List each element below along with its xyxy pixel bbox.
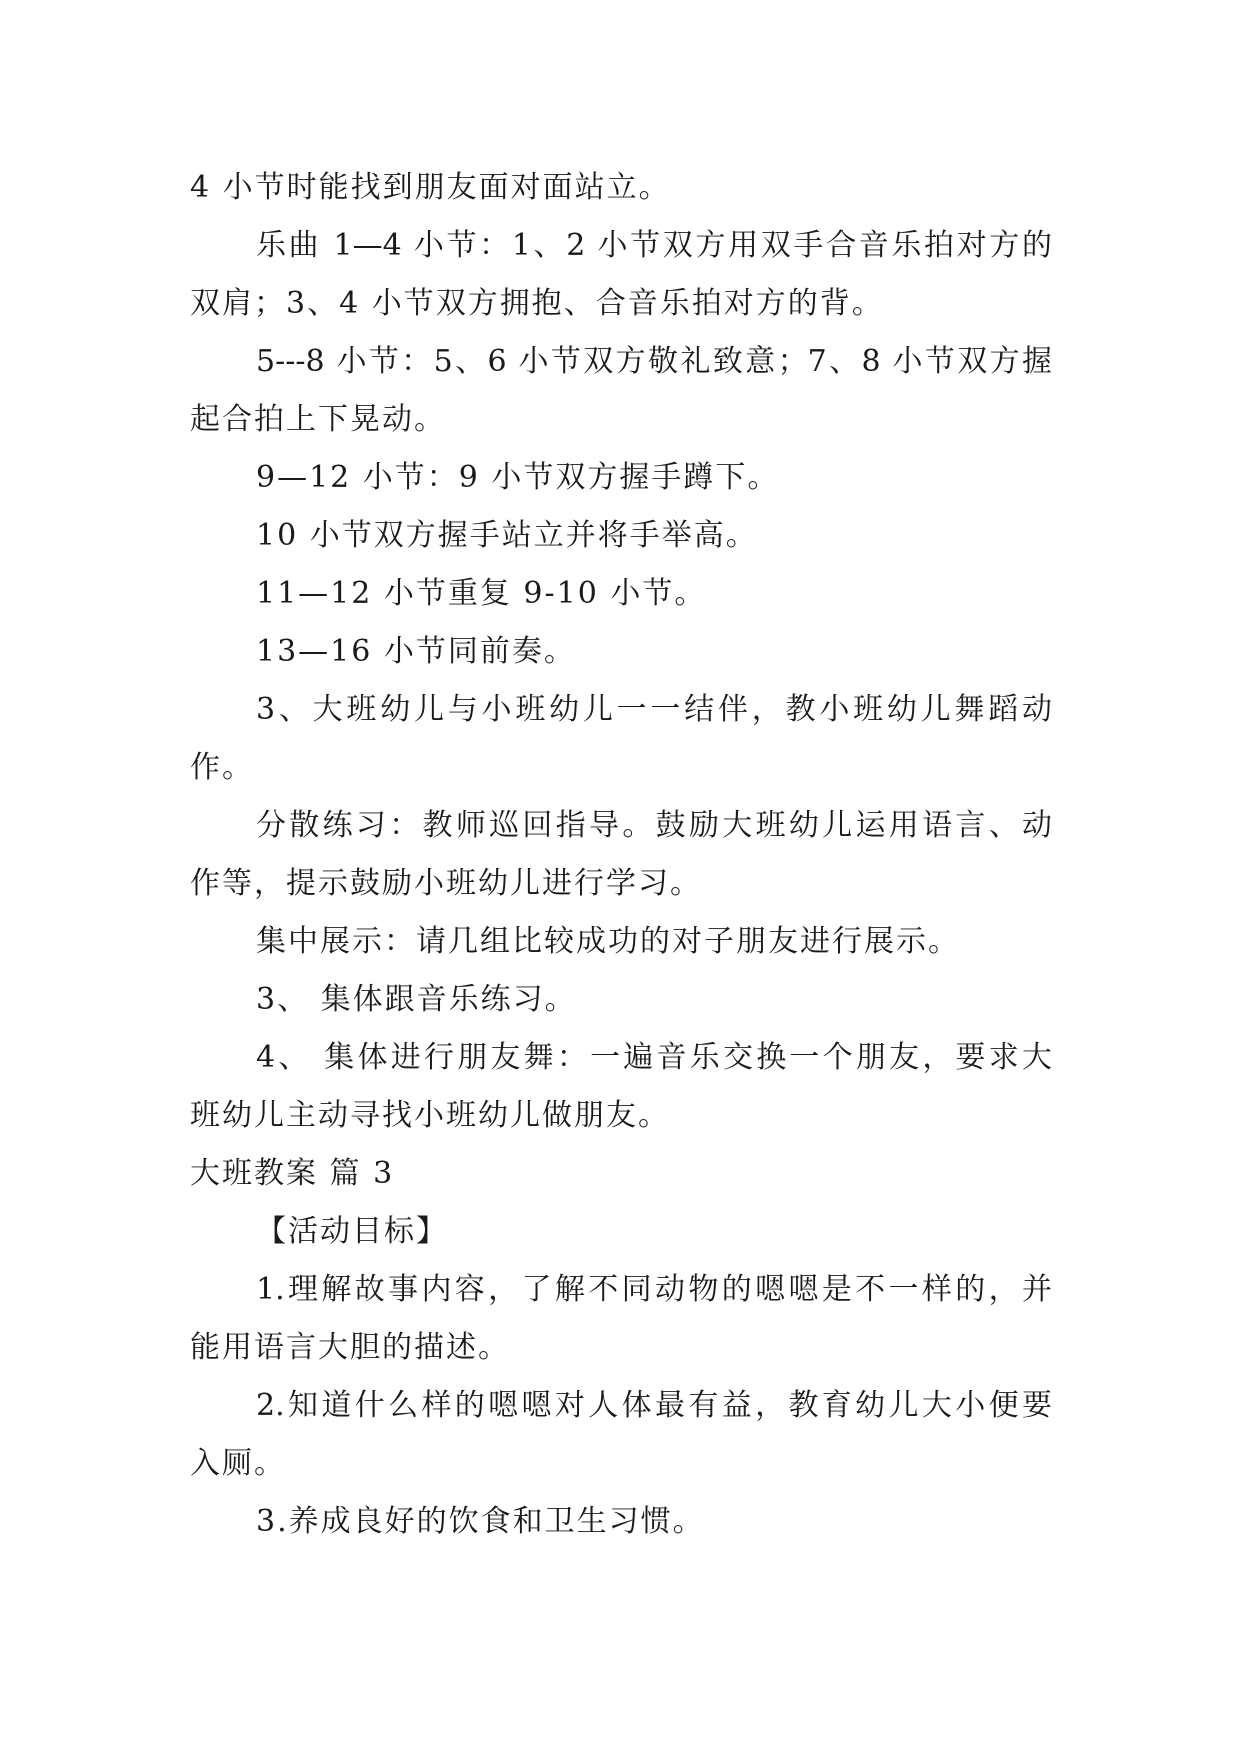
text-line: 3.养成良好的饮食和卫生习惯。 [256,1504,705,1539]
text-line: 10 小节双方握手站立并将手举高。 [256,518,758,553]
text-line: 班幼儿主动寻找小班幼儿做朋友。 [190,1098,670,1133]
text-line: 1.理解故事内容，了解不同动物的嗯嗯是不一样的，并 [256,1272,1052,1307]
text-line: 5---8 小节：5、6 小节双方敬礼致意；7、8 小节双方握 [256,344,1052,379]
text-line: 3、 集体跟音乐练习。 [256,982,577,1017]
text-line: 作。 [190,750,254,785]
text-line: 作等，提示鼓励小班幼儿进行学习。 [190,866,702,901]
text-line: 4、 集体进行朋友舞：一遍音乐交换一个朋友，要求大 [256,1040,1052,1075]
text-line: 集中展示：请几组比较成功的对子朋友进行展示。 [256,924,960,959]
text-line: 3、大班幼儿与小班幼儿一一结伴，教小班幼儿舞蹈动 [256,692,1052,727]
text-line: 起合拍上下晃动。 [190,402,446,437]
text-line: 2.知道什么样的嗯嗯对人体最有益，教育幼儿大小便要 [256,1388,1052,1423]
section-heading: 大班教案 篇 3 [190,1156,395,1191]
text-line: 4 小节时能找到朋友面对面站立。 [190,170,671,205]
text-line: 乐曲 1—4 小节：1、2 小节双方用双手合音乐拍对方的 [256,228,1052,263]
subsection-heading: 【活动目标】 [256,1214,448,1249]
text-line: 9—12 小节：9 小节双方握手蹲下。 [256,460,780,495]
text-line: 分散练习：教师巡回指导。鼓励大班幼儿运用语言、动 [256,808,1052,843]
text-line: 入厕。 [190,1446,286,1481]
text-line: 双肩；3、4 小节双方拥抱、合音乐拍对方的背。 [190,286,884,321]
text-line: 13—16 小节同前奏。 [256,634,576,669]
text-line: 能用语言大胆的描述。 [190,1330,510,1365]
text-line: 11—12 小节重复 9-10 小节。 [256,576,707,611]
